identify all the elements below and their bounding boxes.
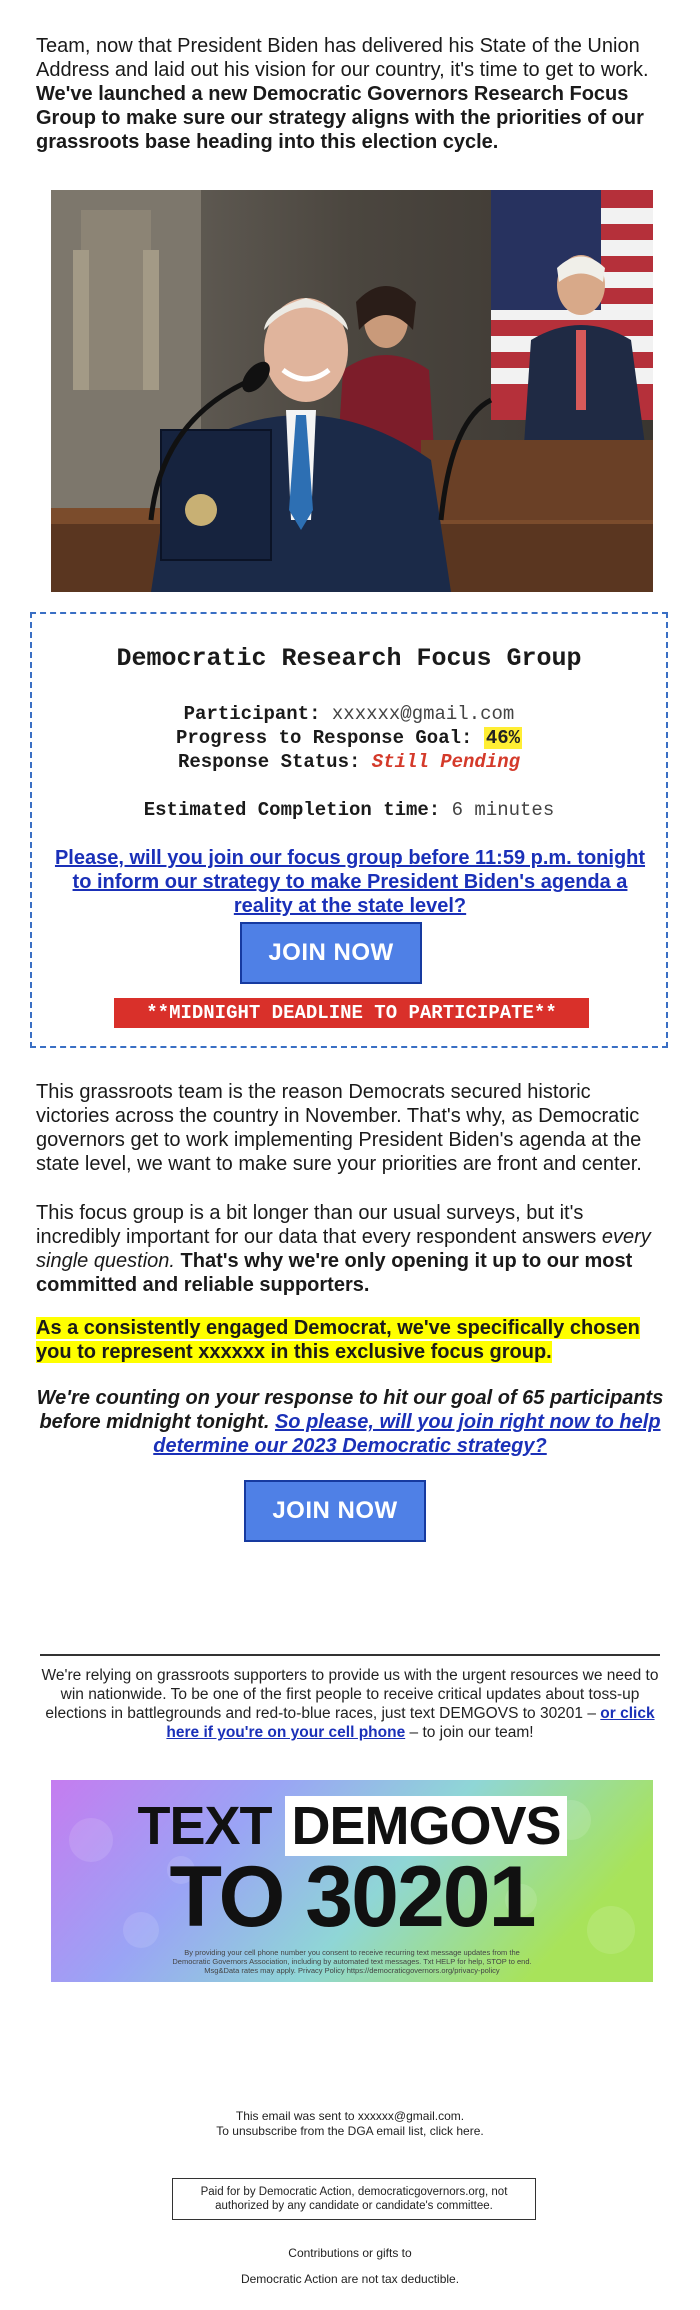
cell-phone-link[interactable]: or click here if you're on your cell phone <box>166 1705 655 1741</box>
completion-row <box>32 798 666 822</box>
contributions-text-1: Contributions or gifts to <box>288 2246 412 2260</box>
banner-word-text: TEXT <box>137 1796 272 1856</box>
banner-fine-print: By providing your cell phone number you consent to receive recurring text message updates from the Democratic Governors Association, including by automated text messages. Txt HELP for help, STOP to end. Msg&Data rates may apply. Privacy Policy https://democraticgovernors.org/privacy-policy <box>172 1948 532 1975</box>
focus-group-title: Democratic Research Focus Group <box>116 644 582 673</box>
paid-for-box: Paid for by Democratic Action, democraticgovernors.org, not authorized by any candidate or candidate's committee. <box>172 2178 536 2220</box>
state-of-union-photo <box>51 190 653 592</box>
status-label: Response Status: <box>177 751 361 773</box>
footer-sms-paragraph <box>36 1666 664 1742</box>
goal-text: We're counting on your response to hit our goal of 65 participants before midnight tonight. <box>36 1387 664 1433</box>
footer-text-a: We're relying on grassroots supporters to provide us with the urgent resources we need to win nationwide. To be one of the first people to receive critical updates about toss-up elections in battlegrounds and red-to-blue races, just text DEMGOVS to 30201 – <box>41 1667 659 1722</box>
join-now-button[interactable]: JOIN NOW <box>240 922 422 984</box>
footer-text-b: – to join our team! <box>409 1724 534 1741</box>
status-row <box>32 750 666 774</box>
deadline-banner: **MIDNIGHT DEADLINE TO PARTICIPATE** <box>114 998 589 1028</box>
banner-word-keyword: DEMGOVS <box>285 1796 566 1856</box>
body-paragraph-3 <box>36 1316 664 1364</box>
banner-line-2: TO 30201 <box>169 1849 535 1945</box>
body-paragraph-4 <box>36 1386 664 1458</box>
participant-value: xxxxxx@gmail.com <box>331 703 515 725</box>
divider <box>40 1654 660 1656</box>
intro-bold-text: We've launched a new Democratic Governors Research Focus Group to make sure our strategy aligns with the priorities of our grassroots base heading into this election cycle. <box>36 83 644 153</box>
join-focus-group-link[interactable]: Please, will you join our focus group before 11:59 p.m. tonight to inform our strategy to make President Biden's agenda a reality at the state level? <box>54 847 646 917</box>
focus-group-box <box>30 612 668 1048</box>
progress-label: Progress to Response Goal: <box>175 727 473 749</box>
intro-text: Team, now that President Biden has delivered his State of the Union Address and laid out his vision for our country, it's time to get to work. <box>36 35 649 81</box>
participant-row <box>32 702 666 726</box>
body-paragraph-1: This grassroots team is the reason Democrats secured historic victories across the country in November. That's why, as Democratic governors get to work implementing President Biden's agenda at the state level, we want to make sure your priorities are front and center. <box>36 1081 642 1175</box>
highlighted-text: As a consistently engaged Democrat, we've specifically chosen you to represent xxxxxx in this exclusive focus group. <box>36 1317 640 1363</box>
body-p2-bold: That's why we're only opening it up to our most committed and reliable supporters. <box>36 1250 633 1296</box>
completion-value: 6 minutes <box>451 799 555 821</box>
sent-to-text: This email was sent to xxxxxx@gmail.com. <box>235 2109 465 2123</box>
body-paragraph-2 <box>36 1201 664 1297</box>
progress-value: 46% <box>485 727 521 749</box>
body-p2-text-a: This focus group is a bit longer than our usual surveys, but it's incredibly important for our data that every respondent answers <box>36 1202 602 1248</box>
contributions-text-2: Democratic Action are not tax deductible. <box>240 2272 460 2286</box>
join-now-button-2[interactable]: JOIN NOW <box>244 1480 426 1542</box>
strategy-link[interactable]: So please, will you join right now to help determine our 2023 Democratic strategy? <box>153 1411 661 1457</box>
progress-row <box>32 726 666 750</box>
banner-line-1 <box>51 1796 653 1856</box>
photo-illustration <box>51 190 653 592</box>
body-p2-emphasis: every single question. <box>36 1226 651 1272</box>
status-value: Still Pending <box>371 751 521 773</box>
text-demgovs-banner[interactable] <box>51 1780 653 1982</box>
completion-label: Estimated Completion time: <box>143 799 441 821</box>
intro-paragraph <box>36 34 664 154</box>
participant-label: Participant: <box>183 703 321 725</box>
unsubscribe-text[interactable]: To unsubscribe from the DGA email list, click here. <box>216 2124 484 2138</box>
